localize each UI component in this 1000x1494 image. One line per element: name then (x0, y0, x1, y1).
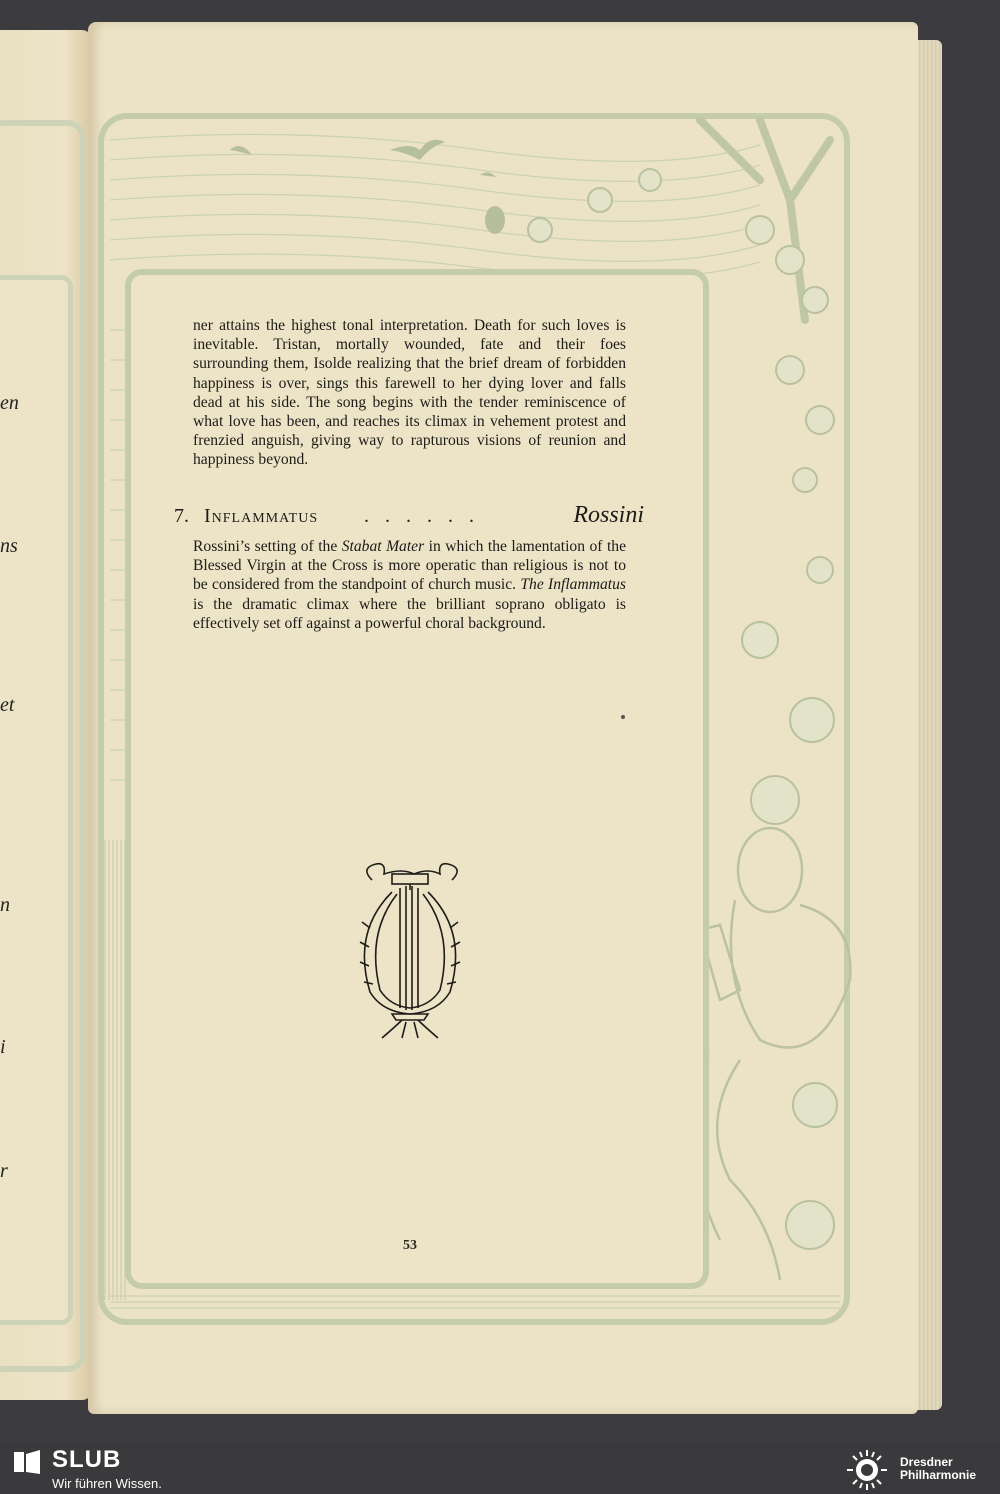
paragraph-2-part-1: Rossini’s setting of the (193, 538, 342, 555)
left-fragment-1: en (0, 392, 19, 414)
body-paragraph-1 (193, 316, 626, 470)
paragraph-1-text: ner attains the highest tonal interpretation. Death for such loves is inevitable. Tristan, mortally wounded, fate and their foes surrounding them, Isolde realizing that the brief dream of forbidden happiness is over, sings this farewell to her dying lover and falls dead at his side. The song begins with the tender reminiscence of what love has been, and reaches its climax in vehement protest and frenzied anguish, giving way to rapturous visions of reunion and happiness beyond. (193, 317, 626, 469)
item-title: Inflammatus (204, 505, 319, 527)
item-composer: Rossini (573, 502, 644, 528)
work-title-stabat-mater: Stabat Mater (341, 538, 425, 555)
work-title-inflammatus: The Inflammatus (520, 576, 626, 594)
grass-left (105, 840, 125, 1300)
ink-speck (621, 715, 625, 719)
slub-brand[interactable]: SLUB (52, 1446, 122, 1473)
footer-bar (0, 1442, 1000, 1494)
dot-leader: ...... (364, 505, 490, 527)
left-fragment-2: ns (0, 535, 18, 557)
philharmonie-logo-icon[interactable] (842, 1448, 892, 1492)
philharmonie-line-1: Dresdner (900, 1455, 953, 1469)
philharmonie-name (900, 1456, 976, 1482)
page-number: 53 (403, 1238, 417, 1253)
body-paragraph-2 (193, 537, 626, 633)
paragraph-2-text (193, 537, 626, 633)
lyre-icon (352, 862, 468, 1042)
book-icon (14, 1450, 40, 1474)
slub-tagline: Wir führen Wissen. (52, 1476, 162, 1491)
left-fragment-3: et (0, 694, 15, 716)
program-item-heading (174, 502, 644, 531)
paragraph-2-part-2: in which the lamentation of the Blessed Virgin at the Cross is more operatic than religious is not to be considered from the standpoint of church music. (193, 538, 626, 594)
left-fragment-5: i (0, 1036, 6, 1058)
paragraph-2-part-3: is the dramatic climax where the brilliant soprano obligato is effectively set off against a powerful choral background. (193, 595, 626, 632)
left-fragment-6: r (0, 1160, 8, 1182)
left-fragment-4: n (0, 894, 10, 916)
grass-bottom (110, 1296, 840, 1308)
philharmonie-line-2: Philharmonie (900, 1468, 977, 1482)
item-number: 7. (174, 505, 189, 527)
